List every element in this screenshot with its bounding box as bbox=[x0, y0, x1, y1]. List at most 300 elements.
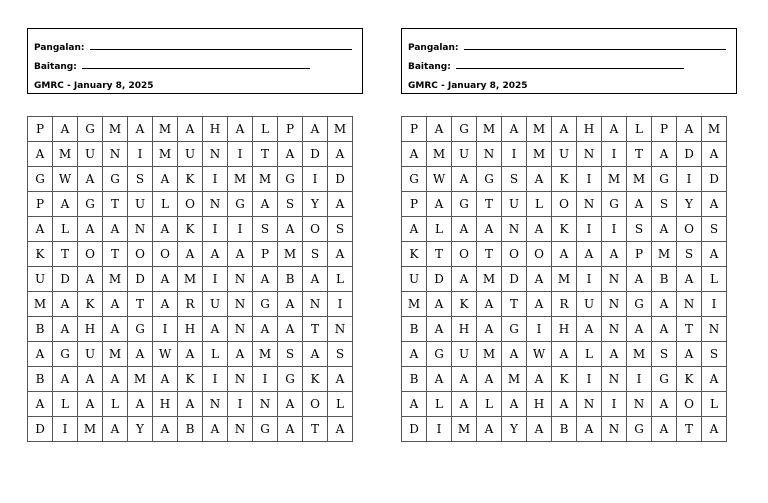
name-row bbox=[34, 39, 362, 58]
grid-cell: N bbox=[228, 317, 253, 342]
grid-cell: D bbox=[128, 267, 153, 292]
grid-cell: M bbox=[527, 142, 552, 167]
grid-cell: A bbox=[103, 417, 128, 442]
grid-cell: A bbox=[203, 242, 228, 267]
grid-cell: M bbox=[153, 117, 178, 142]
grid-cell: A bbox=[577, 242, 602, 267]
grid-cell: A bbox=[427, 292, 452, 317]
grid-cell: N bbox=[577, 142, 602, 167]
grid-cell: P bbox=[627, 242, 652, 267]
grade-row bbox=[34, 58, 362, 77]
grid-cell: A bbox=[502, 392, 527, 417]
grid-cell: A bbox=[253, 267, 278, 292]
grid-cell: A bbox=[278, 317, 303, 342]
grid-cell: M bbox=[103, 117, 128, 142]
grid-cell: G bbox=[53, 342, 78, 367]
grid-cell: Y bbox=[502, 417, 527, 442]
grid-row bbox=[28, 317, 353, 342]
grid-cell: A bbox=[153, 367, 178, 392]
grid-cell: K bbox=[303, 367, 328, 392]
grid-cell: A bbox=[627, 317, 652, 342]
grid-cell: H bbox=[78, 317, 103, 342]
grid-cell: A bbox=[652, 292, 677, 317]
grid-cell: H bbox=[577, 117, 602, 142]
grid-cell: A bbox=[527, 367, 552, 392]
grid-cell: I bbox=[203, 267, 228, 292]
grid-cell: A bbox=[502, 342, 527, 367]
grid-cell: M bbox=[53, 142, 78, 167]
grid-row bbox=[402, 217, 727, 242]
grid-cell: A bbox=[552, 117, 577, 142]
grid-cell: N bbox=[128, 217, 153, 242]
grid-cell: A bbox=[53, 367, 78, 392]
grid-row bbox=[28, 142, 353, 167]
grid-cell: D bbox=[28, 417, 53, 442]
grid-cell: A bbox=[253, 192, 278, 217]
grid-row bbox=[28, 117, 353, 142]
grid-cell: N bbox=[577, 192, 602, 217]
grid-cell: I bbox=[228, 392, 253, 417]
grid-cell: M bbox=[153, 142, 178, 167]
grid-cell: M bbox=[228, 167, 253, 192]
grid-cell: S bbox=[652, 192, 677, 217]
grid-row bbox=[402, 392, 727, 417]
grid-cell: M bbox=[253, 167, 278, 192]
grid-cell: D bbox=[328, 167, 353, 192]
grid-cell: B bbox=[402, 317, 427, 342]
grid-cell: W bbox=[53, 167, 78, 192]
grid-cell: L bbox=[477, 392, 502, 417]
grid-cell: T bbox=[477, 192, 502, 217]
grid-cell: U bbox=[502, 192, 527, 217]
grid-cell: K bbox=[402, 242, 427, 267]
grid-cell: I bbox=[577, 367, 602, 392]
grid-cell: N bbox=[228, 367, 253, 392]
grid-cell: K bbox=[677, 367, 702, 392]
grid-cell: A bbox=[78, 367, 103, 392]
grid-cell: A bbox=[228, 117, 253, 142]
grid-cell: M bbox=[103, 342, 128, 367]
grid-cell: M bbox=[602, 167, 627, 192]
grid-cell: G bbox=[228, 192, 253, 217]
grid-cell: M bbox=[103, 267, 128, 292]
grid-cell: D bbox=[303, 142, 328, 167]
grid-cell: Y bbox=[128, 417, 153, 442]
grid-cell: H bbox=[203, 117, 228, 142]
name-blank-line bbox=[464, 39, 726, 50]
grid-cell: T bbox=[677, 417, 702, 442]
grid-cell: A bbox=[502, 117, 527, 142]
grid-cell: B bbox=[402, 367, 427, 392]
grid-cell: A bbox=[427, 192, 452, 217]
grid-cell: M bbox=[427, 142, 452, 167]
grid-cell: A bbox=[78, 267, 103, 292]
grid-cell: O bbox=[303, 392, 328, 417]
grid-cell: A bbox=[253, 317, 278, 342]
grid-cell: S bbox=[253, 217, 278, 242]
grid-cell: O bbox=[178, 192, 203, 217]
grid-cell: S bbox=[702, 217, 727, 242]
grid-cell: A bbox=[702, 192, 727, 217]
grid-row bbox=[28, 242, 353, 267]
grid-cell: U bbox=[452, 342, 477, 367]
grid-cell: A bbox=[128, 342, 153, 367]
grid-cell: H bbox=[452, 317, 477, 342]
grid-cell: A bbox=[278, 392, 303, 417]
grid-cell: N bbox=[702, 317, 727, 342]
grid-cell: A bbox=[627, 267, 652, 292]
grid-cell: O bbox=[452, 242, 477, 267]
grid-cell: D bbox=[402, 417, 427, 442]
grid-cell: K bbox=[552, 167, 577, 192]
worksheet-left bbox=[27, 28, 363, 436]
grid-cell: L bbox=[253, 117, 278, 142]
grid-cell: U bbox=[577, 292, 602, 317]
grid-cell: A bbox=[702, 367, 727, 392]
grid-cell: A bbox=[452, 217, 477, 242]
grid-cell: K bbox=[78, 292, 103, 317]
grid-cell: K bbox=[178, 367, 203, 392]
grid-cell: O bbox=[677, 217, 702, 242]
grid-cell: K bbox=[552, 367, 577, 392]
grid-cell: A bbox=[677, 342, 702, 367]
grid-cell: S bbox=[328, 342, 353, 367]
grid-cell: A bbox=[153, 267, 178, 292]
grid-cell: A bbox=[128, 117, 153, 142]
grid-cell: A bbox=[552, 242, 577, 267]
grid-cell: O bbox=[527, 242, 552, 267]
grid-cell: I bbox=[577, 267, 602, 292]
grid-cell: B bbox=[278, 267, 303, 292]
grid-cell: P bbox=[253, 242, 278, 267]
grid-row bbox=[28, 392, 353, 417]
grid-cell: U bbox=[128, 192, 153, 217]
grid-cell: I bbox=[527, 317, 552, 342]
subject-date: GMRC - January 8, 2025 bbox=[408, 81, 528, 91]
grid-cell: B bbox=[652, 267, 677, 292]
grid-cell: P bbox=[28, 192, 53, 217]
grid-cell: A bbox=[28, 392, 53, 417]
grid-row bbox=[28, 367, 353, 392]
name-blank-line bbox=[90, 39, 352, 50]
grid-cell: A bbox=[28, 217, 53, 242]
grid-row bbox=[28, 192, 353, 217]
grid-cell: P bbox=[402, 192, 427, 217]
name-row bbox=[408, 39, 736, 58]
grid-cell: A bbox=[78, 392, 103, 417]
grid-cell: A bbox=[452, 392, 477, 417]
grid-row bbox=[402, 367, 727, 392]
grid-cell: I bbox=[577, 167, 602, 192]
grid-cell: M bbox=[627, 342, 652, 367]
grid-cell: K bbox=[28, 242, 53, 267]
grid-cell: N bbox=[328, 317, 353, 342]
grid-cell: U bbox=[78, 342, 103, 367]
grid-cell: A bbox=[178, 242, 203, 267]
grid-cell: A bbox=[627, 192, 652, 217]
grade-row bbox=[408, 58, 736, 77]
grid-cell: W bbox=[427, 167, 452, 192]
grid-cell: G bbox=[477, 167, 502, 192]
grid-cell: L bbox=[153, 192, 178, 217]
grid-cell: A bbox=[28, 342, 53, 367]
grid-cell: M bbox=[702, 117, 727, 142]
grid-cell: L bbox=[427, 392, 452, 417]
grid-cell: A bbox=[53, 117, 78, 142]
grid-cell: R bbox=[178, 292, 203, 317]
grade-label: Baitang: bbox=[408, 62, 451, 72]
grid-cell: H bbox=[527, 392, 552, 417]
grid-cell: M bbox=[552, 267, 577, 292]
grid-cell: H bbox=[153, 392, 178, 417]
grid-cell: A bbox=[652, 217, 677, 242]
grid-cell: I bbox=[602, 217, 627, 242]
grid-cell: O bbox=[78, 242, 103, 267]
grid-cell: T bbox=[303, 417, 328, 442]
grid-cell: T bbox=[303, 317, 328, 342]
grid-cell: A bbox=[427, 317, 452, 342]
grid-cell: U bbox=[28, 267, 53, 292]
grid-cell: T bbox=[53, 242, 78, 267]
grid-cell: A bbox=[477, 317, 502, 342]
grid-cell: A bbox=[128, 392, 153, 417]
grid-cell: G bbox=[278, 167, 303, 192]
grid-cell: N bbox=[477, 142, 502, 167]
grid-cell: G bbox=[452, 117, 477, 142]
grid-cell: M bbox=[253, 342, 278, 367]
grid-cell: S bbox=[278, 192, 303, 217]
grid-cell: S bbox=[677, 242, 702, 267]
grid-cell: I bbox=[228, 142, 253, 167]
grid-cell: A bbox=[328, 142, 353, 167]
grid-cell: G bbox=[652, 367, 677, 392]
grid-cell: A bbox=[203, 317, 228, 342]
grid-cell: O bbox=[552, 192, 577, 217]
subject-date: GMRC - January 8, 2025 bbox=[34, 81, 154, 91]
grid-cell: O bbox=[128, 242, 153, 267]
grid-cell: M bbox=[28, 292, 53, 317]
grid-cell: K bbox=[178, 217, 203, 242]
grid-cell: L bbox=[203, 342, 228, 367]
grid-cell: N bbox=[203, 192, 228, 217]
grid-cell: L bbox=[328, 267, 353, 292]
grid-cell: N bbox=[203, 392, 228, 417]
grid-row bbox=[402, 267, 727, 292]
grid-cell: A bbox=[577, 317, 602, 342]
grid-cell: D bbox=[502, 267, 527, 292]
grid-cell: S bbox=[502, 167, 527, 192]
grid-cell: I bbox=[153, 317, 178, 342]
grid-cell: L bbox=[702, 392, 727, 417]
grid-cell: L bbox=[427, 217, 452, 242]
grid-cell: P bbox=[278, 117, 303, 142]
grid-cell: A bbox=[278, 417, 303, 442]
grid-cell: A bbox=[78, 217, 103, 242]
grid-cell: U bbox=[178, 142, 203, 167]
grid-cell: A bbox=[328, 192, 353, 217]
grid-cell: P bbox=[402, 117, 427, 142]
grid-row bbox=[402, 117, 727, 142]
grid-cell: N bbox=[502, 217, 527, 242]
grid-cell: M bbox=[402, 292, 427, 317]
grid-cell: A bbox=[527, 292, 552, 317]
grid-cell: I bbox=[602, 142, 627, 167]
grid-cell: I bbox=[203, 217, 228, 242]
grid-cell: K bbox=[178, 167, 203, 192]
grid-cell: A bbox=[203, 417, 228, 442]
grid-cell: U bbox=[552, 142, 577, 167]
grid-cell: O bbox=[677, 392, 702, 417]
grid-cell: A bbox=[153, 292, 178, 317]
grid-cell: I bbox=[303, 167, 328, 192]
grid-cell: M bbox=[477, 267, 502, 292]
grid-cell: T bbox=[677, 317, 702, 342]
grid-cell: A bbox=[402, 392, 427, 417]
grid-row bbox=[28, 217, 353, 242]
grid-cell: G bbox=[452, 192, 477, 217]
grid-cell: A bbox=[702, 142, 727, 167]
grid-cell: A bbox=[527, 267, 552, 292]
grid-cell: A bbox=[602, 242, 627, 267]
grid-cell: M bbox=[78, 417, 103, 442]
grid-cell: S bbox=[303, 242, 328, 267]
grid-cell: A bbox=[53, 192, 78, 217]
grid-cell: N bbox=[103, 142, 128, 167]
grid-cell: B bbox=[178, 417, 203, 442]
grid-cell: G bbox=[652, 167, 677, 192]
grid-cell: K bbox=[452, 292, 477, 317]
grid-cell: I bbox=[203, 167, 228, 192]
grid-cell: N bbox=[627, 392, 652, 417]
grid-row bbox=[28, 292, 353, 317]
grid-cell: G bbox=[28, 167, 53, 192]
grid-cell: I bbox=[602, 392, 627, 417]
grid-cell: S bbox=[328, 217, 353, 242]
grid-cell: G bbox=[502, 317, 527, 342]
grade-blank-line bbox=[456, 58, 684, 69]
grid-cell: A bbox=[477, 217, 502, 242]
grid-cell: O bbox=[303, 217, 328, 242]
grid-cell: S bbox=[702, 342, 727, 367]
grid-cell: N bbox=[253, 392, 278, 417]
grid-cell: H bbox=[178, 317, 203, 342]
grid-cell: D bbox=[677, 142, 702, 167]
grid-row bbox=[402, 192, 727, 217]
grid-row bbox=[402, 242, 727, 267]
grid-cell: A bbox=[702, 242, 727, 267]
grid-cell: A bbox=[552, 342, 577, 367]
grid-cell: N bbox=[228, 292, 253, 317]
grid-cell: U bbox=[203, 292, 228, 317]
grid-cell: A bbox=[527, 417, 552, 442]
grid-cell: A bbox=[652, 417, 677, 442]
grid-cell: T bbox=[627, 142, 652, 167]
grid-cell: Y bbox=[303, 192, 328, 217]
grid-cell: T bbox=[477, 242, 502, 267]
student-info-box bbox=[27, 28, 363, 94]
grid-cell: A bbox=[328, 367, 353, 392]
grid-cell: A bbox=[53, 317, 78, 342]
grid-cell: A bbox=[602, 117, 627, 142]
grid-cell: G bbox=[602, 192, 627, 217]
grid-cell: N bbox=[602, 367, 627, 392]
grid-cell: D bbox=[427, 267, 452, 292]
grid-cell: I bbox=[128, 142, 153, 167]
grid-cell: A bbox=[278, 292, 303, 317]
grid-cell: G bbox=[128, 317, 153, 342]
grid-cell: A bbox=[303, 267, 328, 292]
grid-cell: A bbox=[103, 292, 128, 317]
grid-cell: G bbox=[78, 192, 103, 217]
word-search-grid bbox=[401, 116, 727, 442]
grid-cell: I bbox=[702, 292, 727, 317]
grid-cell: G bbox=[427, 342, 452, 367]
grid-cell: A bbox=[278, 142, 303, 167]
grid-cell: D bbox=[702, 167, 727, 192]
grid-cell: M bbox=[452, 417, 477, 442]
name-label: Pangalan: bbox=[408, 43, 459, 53]
grade-blank-line bbox=[82, 58, 310, 69]
grid-cell: A bbox=[427, 367, 452, 392]
grid-cell: A bbox=[477, 417, 502, 442]
grid-cell: P bbox=[28, 117, 53, 142]
grid-cell: M bbox=[128, 367, 153, 392]
grid-cell: B bbox=[28, 367, 53, 392]
grid-cell: S bbox=[278, 342, 303, 367]
grid-cell: A bbox=[702, 417, 727, 442]
grid-cell: Y bbox=[677, 192, 702, 217]
grid-cell: G bbox=[627, 417, 652, 442]
grid-cell: A bbox=[103, 217, 128, 242]
grid-row bbox=[28, 267, 353, 292]
grid-cell: T bbox=[502, 292, 527, 317]
grid-cell: A bbox=[402, 142, 427, 167]
grid-cell: N bbox=[602, 417, 627, 442]
grid-cell: A bbox=[452, 367, 477, 392]
grid-row bbox=[28, 167, 353, 192]
grid-cell: A bbox=[178, 117, 203, 142]
grid-cell: I bbox=[502, 142, 527, 167]
grade-label: Baitang: bbox=[34, 62, 77, 72]
grid-cell: N bbox=[228, 417, 253, 442]
grid-row bbox=[402, 342, 727, 367]
grid-cell: D bbox=[53, 267, 78, 292]
grid-cell: A bbox=[153, 167, 178, 192]
grid-cell: A bbox=[153, 417, 178, 442]
grid-cell: I bbox=[427, 417, 452, 442]
grid-cell: A bbox=[677, 117, 702, 142]
grid-cell: A bbox=[278, 217, 303, 242]
grid-cell: R bbox=[552, 292, 577, 317]
grid-cell: W bbox=[527, 342, 552, 367]
grid-cell: G bbox=[278, 367, 303, 392]
grid-cell: L bbox=[702, 267, 727, 292]
grid-cell: N bbox=[677, 292, 702, 317]
grid-cell: A bbox=[53, 292, 78, 317]
grid-cell: T bbox=[103, 242, 128, 267]
grid-cell: N bbox=[203, 142, 228, 167]
grid-cell: A bbox=[228, 342, 253, 367]
grid-cell: K bbox=[552, 217, 577, 242]
grid-cell: A bbox=[527, 217, 552, 242]
worksheet-right bbox=[401, 28, 737, 436]
grid-cell: M bbox=[178, 267, 203, 292]
grid-cell: A bbox=[477, 367, 502, 392]
grid-cell: A bbox=[303, 117, 328, 142]
grid-cell: U bbox=[78, 142, 103, 167]
grid-cell: I bbox=[577, 217, 602, 242]
grid-cell: N bbox=[303, 292, 328, 317]
